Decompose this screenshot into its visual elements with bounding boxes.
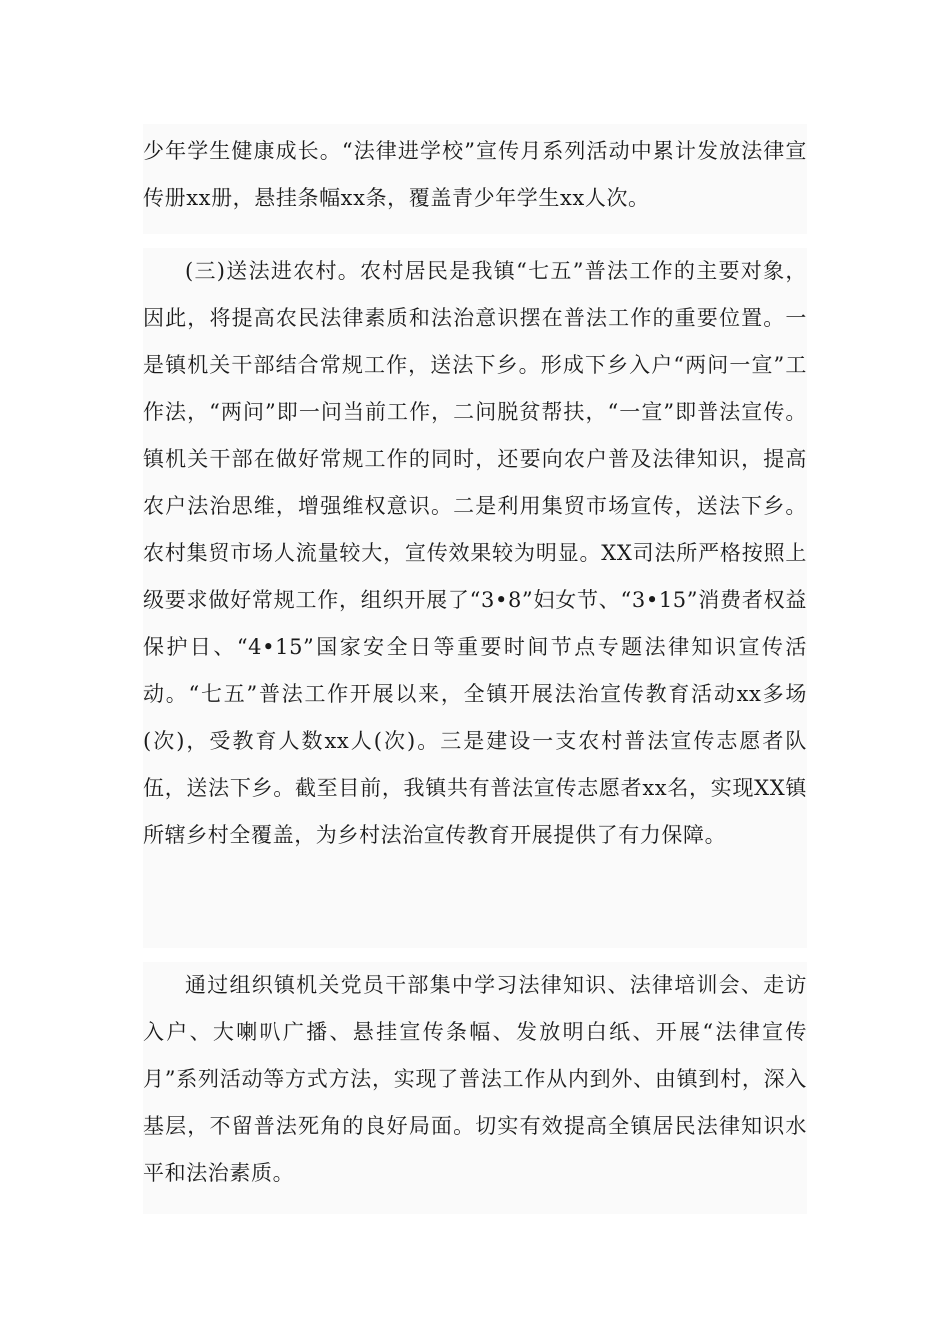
paragraph-2: (三)送法进农村。农村居民是我镇“七五”普法工作的主要对象，因此，将提高农民法律素质和法治意识摆在普法工作的重要位置。一是镇机关干部结合常规工作，送法下乡。形成下乡入户“两问一宣”工作法，“两问”即一问当前工作，二问脱贫帮扶，“一宣”即普法宣传。镇机关干部在做好常规工作的同时，还要向农户普及法律知识，提高农户法治思维，增强维权意识。二是利用集贸市场宣传，送法下乡。农村集贸市场人流量较大，宣传效果较为明显。XX司法所严格按照上级要求做好常规工作，组织开展了“3•8”妇女节、“3•15”消费者权益保护日、“4•15”国家安全日等重要时间节点专题法律知识宣传活动。“七五”普法工作开展以来，全镇开展法治宣传教育活动xx多场(次)，受教育人数xx人(次)。三是建设一支农村普法宣传志愿者队伍，送法下乡。截至目前，我镇共有普法宣传志愿者xx名，实现XX镇所辖乡村全覆盖，为乡村法治宣传教育开展提供了有力保障。	[143, 259, 807, 847]
paragraph-3: 通过组织镇机关党员干部集中学习法律知识、法律培训会、走访入户、大喇叭广播、悬挂宣传条幅、发放明白纸、开展“法律宣传月”系列活动等方式方法，实现了普法工作从内到外、由镇到村，深入基层，不留普法死角的良好局面。切实有效提高全镇居民法律知识水平和法治素质。	[143, 973, 807, 1185]
paragraph-block-1	[143, 124, 807, 234]
paragraph-1: 少年学生健康成长。“法律进学校”宣传月系列活动中累计发放法律宣传册xx册，悬挂条幅xx条，覆盖青少年学生xx人次。	[143, 139, 807, 210]
paragraph-block-3	[143, 962, 807, 1214]
paragraph-block-2	[143, 248, 807, 948]
